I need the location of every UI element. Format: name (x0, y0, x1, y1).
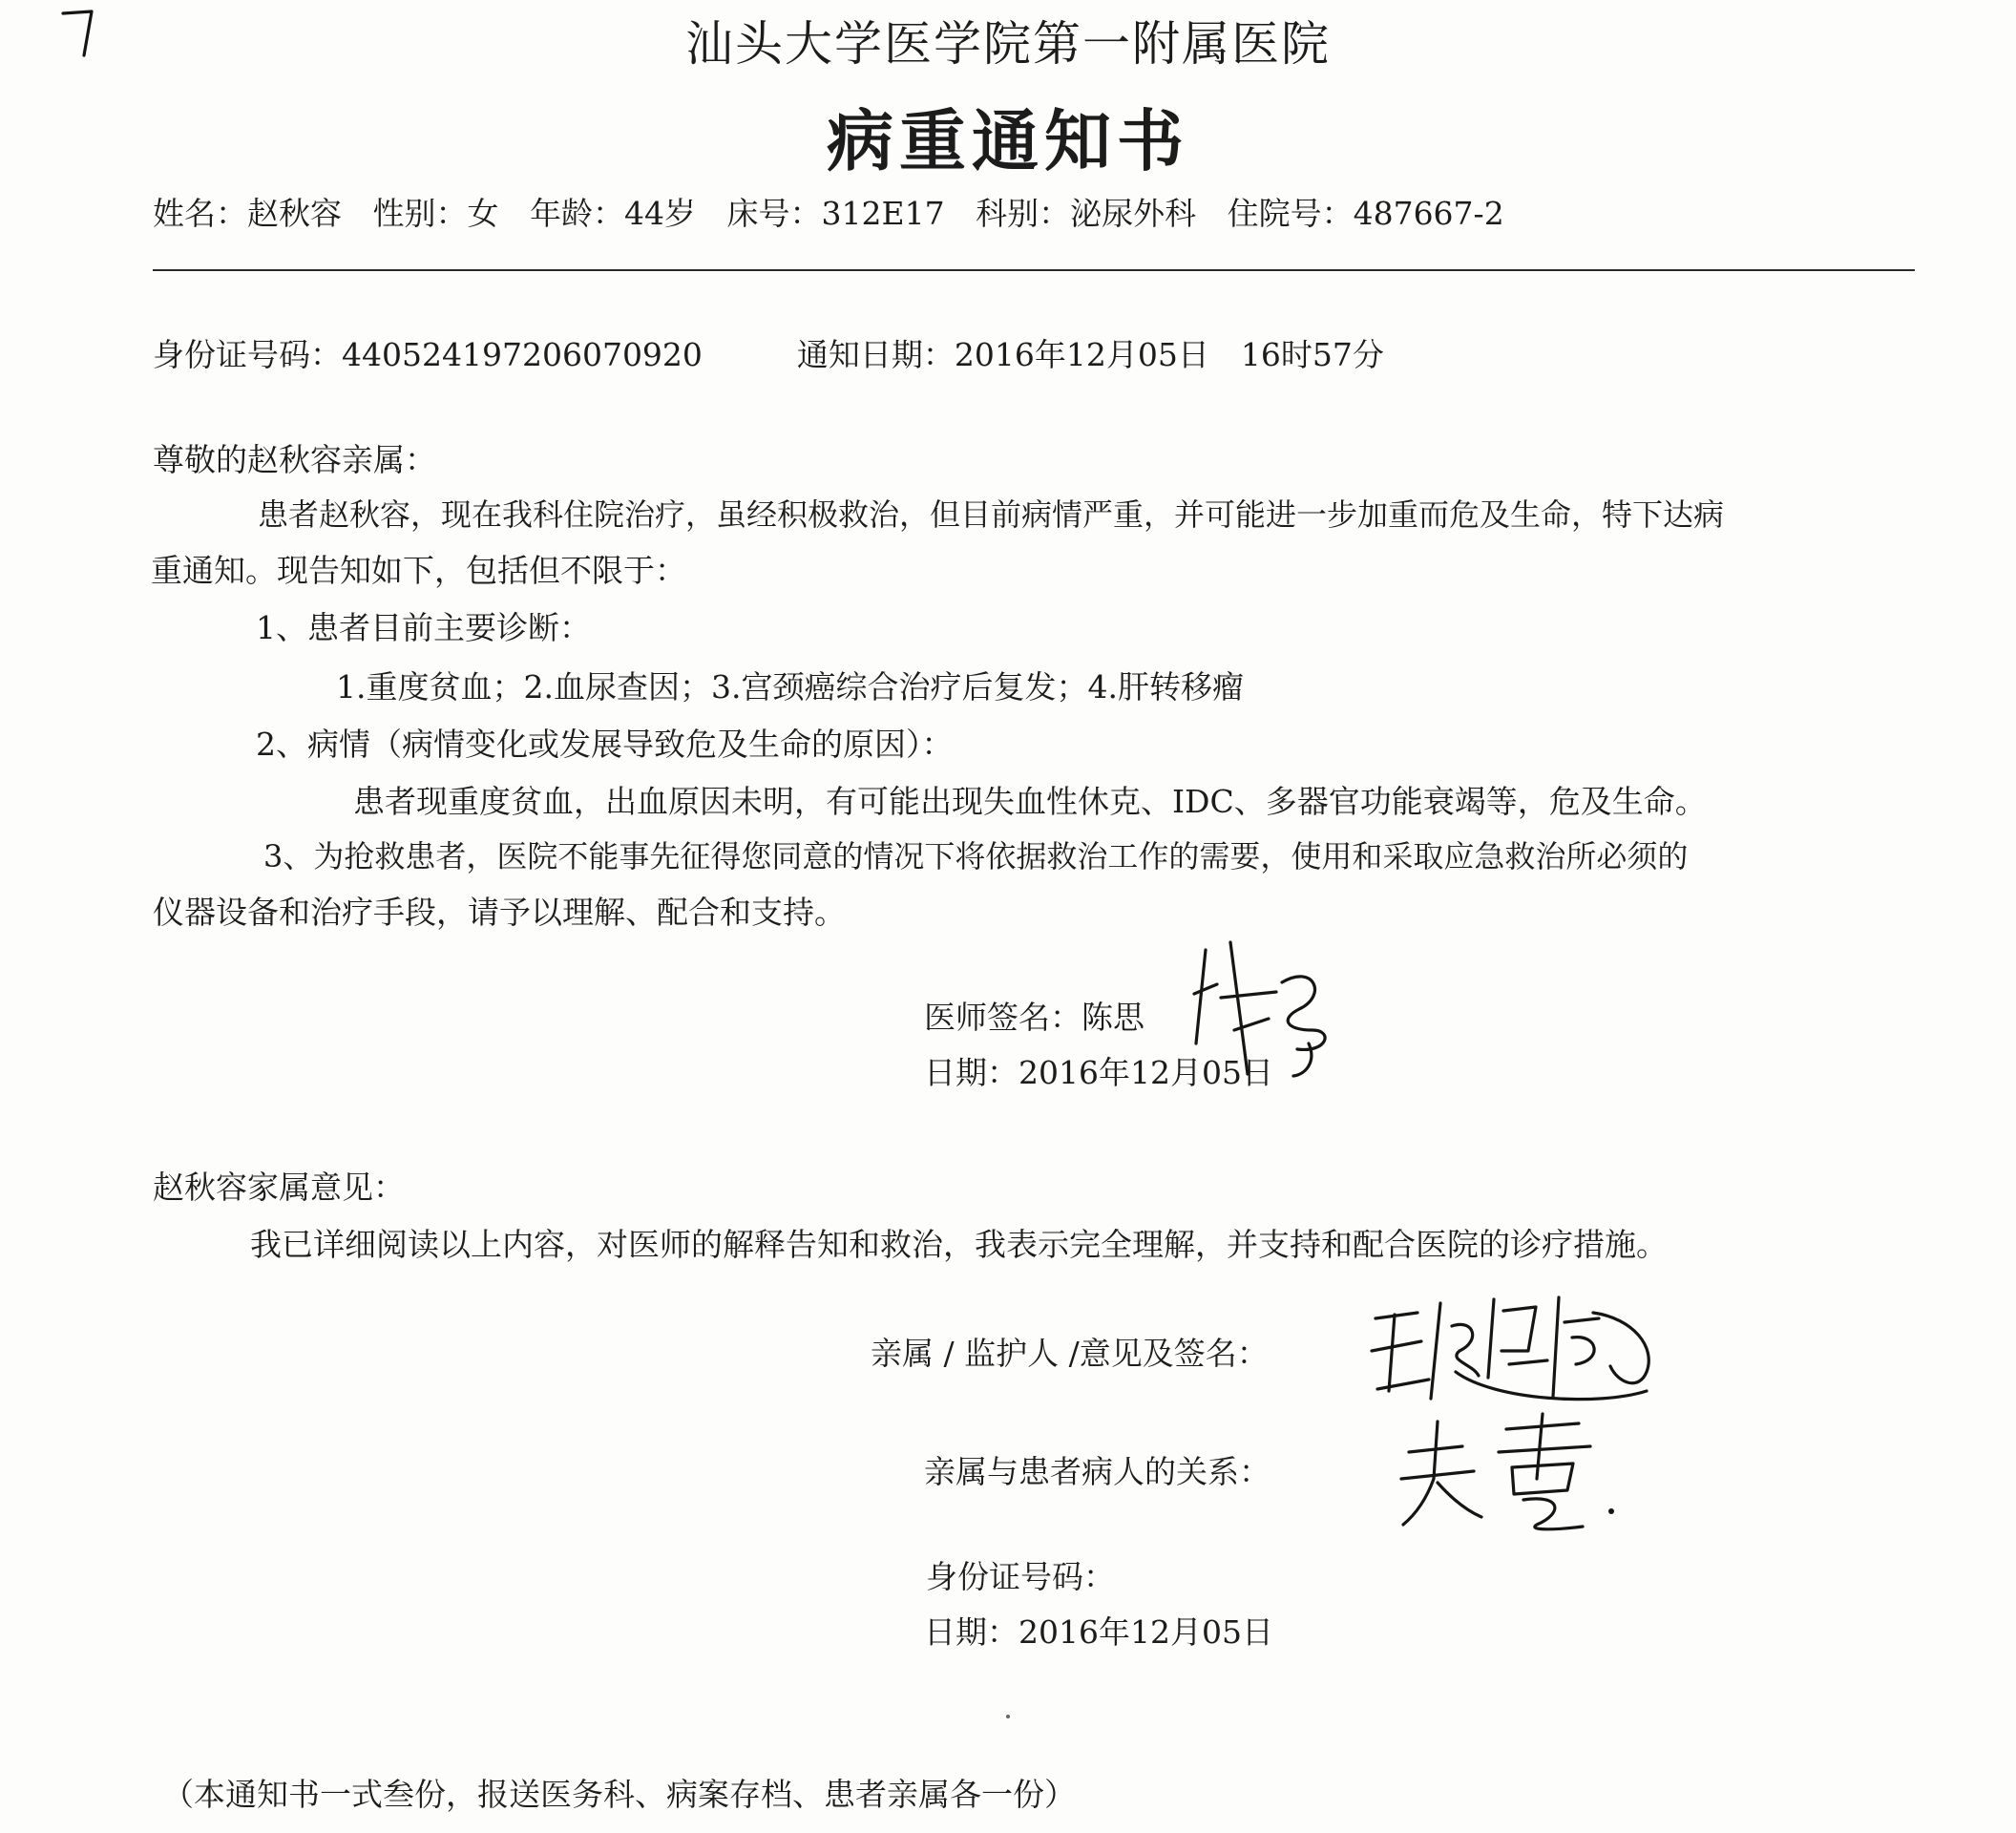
item2-content: 患者现重度贫血，出血原因未明，有可能出现失血性休克、IDC、多器官功能衰竭等，危及生命。 (353, 783, 1707, 820)
notice-date: 通知日期：2016年12月05日 16时57分 (796, 336, 1384, 373)
family-signature-label: 亲属 / 监护人 /意见及签名： (871, 1335, 1269, 1372)
relation-handwritten (1394, 1408, 1623, 1542)
patient-id-number: 身份证号码：440524197206070920 (153, 336, 703, 373)
patient-department: 科别：泌尿外科 (976, 195, 1197, 232)
patient-info-row (153, 189, 1525, 234)
item2-title: 2、病情（病情变化或发展导致危及生命的原因）： (256, 726, 954, 763)
family-signature-date: 日期：2016年12月05日 (924, 1613, 1273, 1651)
item1-diagnoses: 1.重度贫血；2.血尿查因；3.宫颈癌综合治疗后复发；4.肝转移瘤 (336, 668, 1244, 706)
relation-label: 亲属与患者病人的关系： (924, 1453, 1270, 1490)
family-opinion-text: 我已详细阅读以上内容，对医师的解释告知和救治，我表示完全理解，并支持和配合医院的诊疗措施。 (250, 1226, 1668, 1263)
header-divider (153, 269, 1915, 271)
notice-id-row (153, 330, 1384, 375)
intro-line-1: 患者赵秋容，现在我科住院治疗，虽经积极救治，但目前病情严重，并可能进一步加重而危及生命，特下达病 (258, 496, 1725, 533)
patient-gender: 性别：女 (372, 195, 499, 232)
item3-line-1: 3、为抢救患者，医院不能事先征得您同意的情况下将依据救治工作的需要，使用和采取应急救治所必须的 (263, 838, 1689, 874)
family-opinion-title: 赵秋容家属意见： (153, 1169, 405, 1206)
patient-admission-no: 住院号：487667-2 (1227, 195, 1504, 232)
doctor-signature-label: 医师签名：陈思 (924, 999, 1144, 1036)
intro-line-2: 重通知。现告知如下，包括但不限于： (151, 552, 686, 589)
scan-speck (1006, 1715, 1010, 1718)
family-signature (1360, 1284, 1666, 1427)
patient-name: 姓名：赵秋容 (153, 195, 342, 232)
patient-bed: 床号：312E17 (726, 195, 945, 232)
footer-note: （本通知书一式叁份，报送医务科、病案存档、患者亲属各一份） (162, 1776, 1076, 1813)
doctor-signature-date: 日期：2016年12月05日 (924, 1054, 1273, 1091)
hospital-name: 汕头大学医学院第一附属医院 (685, 16, 1331, 72)
family-id-label: 身份证号码： (926, 1558, 1115, 1595)
patient-age: 年龄：44岁 (530, 195, 696, 232)
item3-line-2: 仪器设备和治疗手段，请予以理解、配合和支持。 (153, 894, 846, 931)
document-title: 病重通知书 (827, 101, 1189, 180)
item1-title: 1、患者目前主要诊断： (256, 609, 591, 646)
salutation: 尊敬的赵秋容亲属： (153, 441, 436, 478)
